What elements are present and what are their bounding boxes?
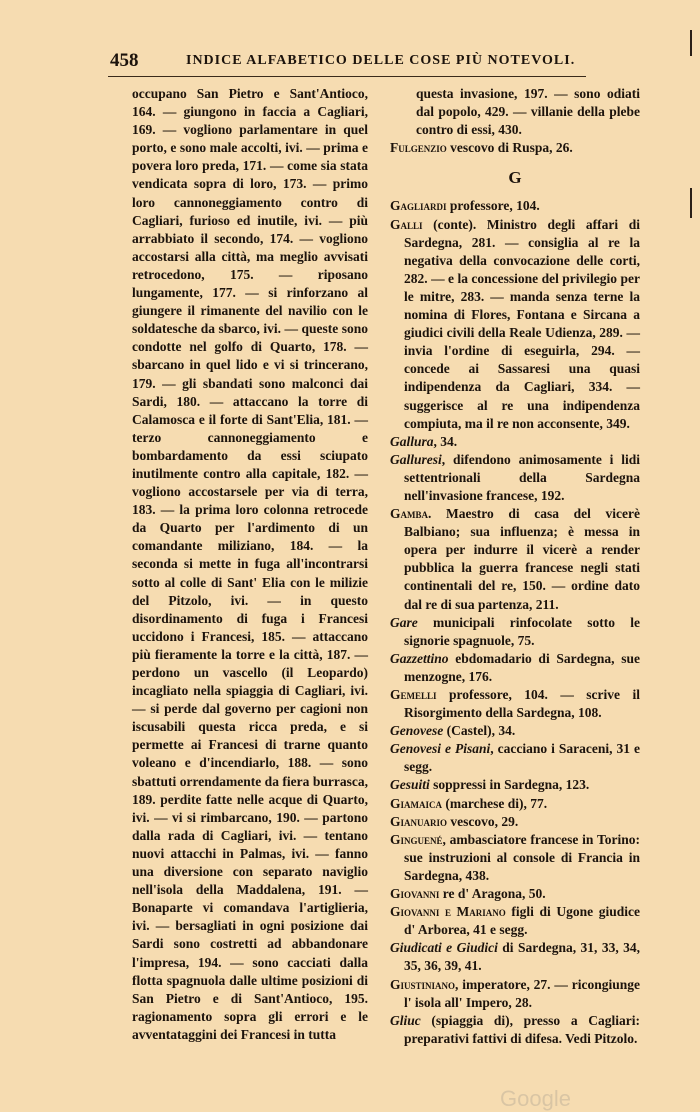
entry-text: professore, 104. bbox=[446, 198, 540, 214]
index-entry bbox=[390, 776, 640, 794]
entry-headword: Gazzettino bbox=[390, 650, 449, 666]
entry-text: soppressi in Sardegna, 123. bbox=[429, 777, 590, 793]
continuation-text: questa invasione, 197. — sono odiati dal popolo, 429. — villanie della plebe contro di essi, 430. bbox=[416, 86, 640, 138]
index-entry bbox=[390, 976, 640, 1012]
page-edge-mark-top bbox=[690, 30, 692, 56]
entry-headword: Giovanni bbox=[390, 886, 440, 902]
index-entry bbox=[390, 686, 640, 722]
entry-headword: Gamba bbox=[390, 506, 428, 522]
entry-headword: Gliuc bbox=[390, 1012, 421, 1028]
index-entry bbox=[390, 433, 640, 451]
index-entry bbox=[390, 614, 640, 650]
entry-headword: Genovesi e Pisani bbox=[390, 741, 491, 757]
entry-headword: Giustiniano bbox=[390, 976, 456, 992]
entry-text: (marchese di), 77. bbox=[442, 795, 548, 811]
section-letter: G bbox=[508, 168, 522, 188]
index-entry bbox=[390, 1012, 640, 1048]
entry-text: professore, 104. — scrive il Risorgimento della Sardegna, 108. bbox=[404, 687, 640, 721]
entry-headword: Gallura bbox=[390, 433, 434, 449]
entry-text: vescovo di Ruspa, 26. bbox=[446, 140, 573, 156]
index-entries bbox=[390, 197, 640, 1047]
index-entry bbox=[390, 939, 640, 975]
entry-text: re d' Aragona, 50. bbox=[439, 886, 546, 902]
index-entry bbox=[390, 831, 640, 885]
index-entry bbox=[390, 216, 640, 433]
index-entry bbox=[390, 650, 640, 686]
entry-text: . Maestro di casa del vicerè Balbiano; sua influenza; è messa in opera per indurre il vicerè a render pubblica la guerra francese negli stati continentali del re, 150. — ordine dato dal re di sua partenza, 211. bbox=[404, 506, 640, 612]
page-number: 458 bbox=[110, 50, 139, 71]
index-entry bbox=[390, 903, 640, 939]
index-entry bbox=[390, 795, 640, 813]
index-entry bbox=[390, 813, 640, 831]
right-column bbox=[390, 85, 640, 1048]
entry-text: , difendono animosamente i lidi settentrionali della Sardegna nell'invasione francese, 192. bbox=[404, 451, 640, 503]
entry-text: (conte). Ministro degli affari di Sardegna, 281. — consiglia al re la negativa della convocazione delle corti, 282. — e la concessione del privilegio per le mitre, 283. — manda senza terne la nomina di Flores, Fontana e Sircana a giudici civili della Reale Udienza, 289. — invia l'ordine di eseguirla, 294. — concede ai Sassaresi una quasi indipendenza da Cagliari, 334. — suggerisce al re una indipendenza compiuta, ma il re non acconsente, 349. bbox=[404, 216, 640, 431]
entry-headword: Giovanni e Mariano bbox=[390, 904, 506, 920]
entry-headword: Giudicati e Giudici bbox=[390, 940, 498, 956]
entry-headword: Gianuario bbox=[390, 813, 448, 829]
entry-headword: Gagliardi bbox=[390, 198, 447, 214]
entry-headword: Galluresi bbox=[390, 451, 442, 467]
page-edge-mark-middle bbox=[690, 188, 692, 218]
entry-text: figli di Ugone giudice d' Arborea, 41 e segg. bbox=[404, 904, 640, 938]
left-column-text: occupano San Pietro e Sant'Antioco, 164. — giungono in faccia a Cagliari, 169. — vogliono parlamentare in quel porto, e sono male accolti, ivi. — prima e povera loro preda, 171. — come sia stata vendicata sopra di loro, 173. — primo loro cannoneggiamento contro di Cagliari, furioso ed inutile, ivi. — più arrabbiato il secondo, 174. — vogliono accostarsi alla città, ma meglio avvisati retrocedono, 175. — riposano lungamente, 177. — si rinforzano al giungere il rimanente del navilio con le soldatesche da sbarco, ivi. — queste sono condotte nel golfo di Quarto, 178. — sbarcano in quel lido e vi si trincerano, 179. — gli sbandati sono malconci dai Sardi, 180. — attaccano la torre di Calamosca e il forte di Sant'Elia, 181. — terzo cannoneggiamento e bombardamento da essi sciupato inutilmente contro alla capitale, 182. — vogliono accostarsele per via di terra, 183. — la prima loro colonna retrocede da Quarto per l'ardimento di un comandante miliziano, 184. — la seconda si mette in fuga all'incontrarsi sotto al colle di Sant' Elia con le milizie del Pitzolo, ivi. — in questo disordinamento di fuga i Francesi uccidono i Francesi, 185. — attaccano più fieramente la torre e la città, 187. — perdono un vascello (il Leopardo) incagliato nella spiaggia di Cagliari, ivi. — si perde dal governo per cagioni non iscusabili questa ricca preda, e si permette ai Francesi di trarne quanto voleano e d'incendiarlo, 188. — sono sbattuti orrendamente da fiera burrasca, 189. perdite fatte nelle acque di Quarto, ivi. — vi si rimbarcano, 190. — partono dalla rada di Cagliari, ivi. — tentano nuovi attacchi in Palmas, ivi. — fanno una diversione con separato naviglio nell'isola della Maddalena, 191. — Bonaparte vi comandava l'artiglieria, ivi. — bersagliati in ogni posizione dai Sardi sono costretti ad abbandonare l'impresa, 194. — sono cacciati dalla flotta spagnuola dalle ultime posizioni di San Pietro e di Sant'Antioco, 195. ragionamento sopra gli errori e le avventataggini dei Francesi in tutta bbox=[132, 86, 368, 1042]
entry-headword: Gemelli bbox=[390, 687, 437, 702]
running-head: INDICE ALFABETICO DELLE COSE PIÙ NOTEVOLI. bbox=[186, 53, 576, 68]
left-column bbox=[132, 85, 368, 1044]
entry-text: vescovo, 29. bbox=[447, 813, 519, 829]
entry-headword: Gare bbox=[390, 614, 418, 630]
header-rule bbox=[108, 76, 586, 77]
index-entry bbox=[390, 451, 640, 505]
entry-text: di Sardegna, 31, 33, 34, 35, 36, 39, 41. bbox=[404, 940, 640, 974]
index-entry bbox=[390, 505, 640, 614]
entry-headword: Ginguené bbox=[390, 831, 443, 847]
entry-text: , imperatore, 27. — ricongiunge l' isola all' Impero, 28. bbox=[404, 976, 640, 1010]
watermark: Google bbox=[500, 1086, 571, 1111]
entry-text: (Castel), 34. bbox=[443, 723, 516, 739]
entry-headword: Genovese bbox=[390, 723, 444, 739]
entry-headword: Fulgenzio bbox=[390, 140, 447, 156]
entry-text: , cacciano i Saraceni, 31 e segg. bbox=[404, 741, 640, 775]
index-entry bbox=[390, 722, 640, 740]
index-entry-fulgenzio bbox=[390, 139, 640, 157]
index-entry bbox=[390, 197, 640, 215]
entry-text: (spiaggia di), presso a Cagliari: preparativi fattivi di difesa. Vedi Pitzolo. bbox=[404, 1012, 640, 1046]
entry-text: municipali rinfocolate sotto le signorie spagnuole, 75. bbox=[404, 614, 640, 648]
entry-headword: Gesuiti bbox=[390, 777, 430, 793]
entry-headword: Giamaica bbox=[390, 795, 442, 811]
entry-headword: Galli bbox=[390, 216, 423, 232]
entry-text: , ambasciatore francese in Torino: sue instruzioni al console di Francia in Sardegna, 438. bbox=[404, 831, 640, 883]
index-entry bbox=[390, 885, 640, 903]
entry-text: , 34. bbox=[433, 433, 458, 449]
entry-text: ebdomadario di Sardegna, sue menzogne, 176. bbox=[404, 650, 640, 684]
index-entry bbox=[390, 740, 640, 776]
